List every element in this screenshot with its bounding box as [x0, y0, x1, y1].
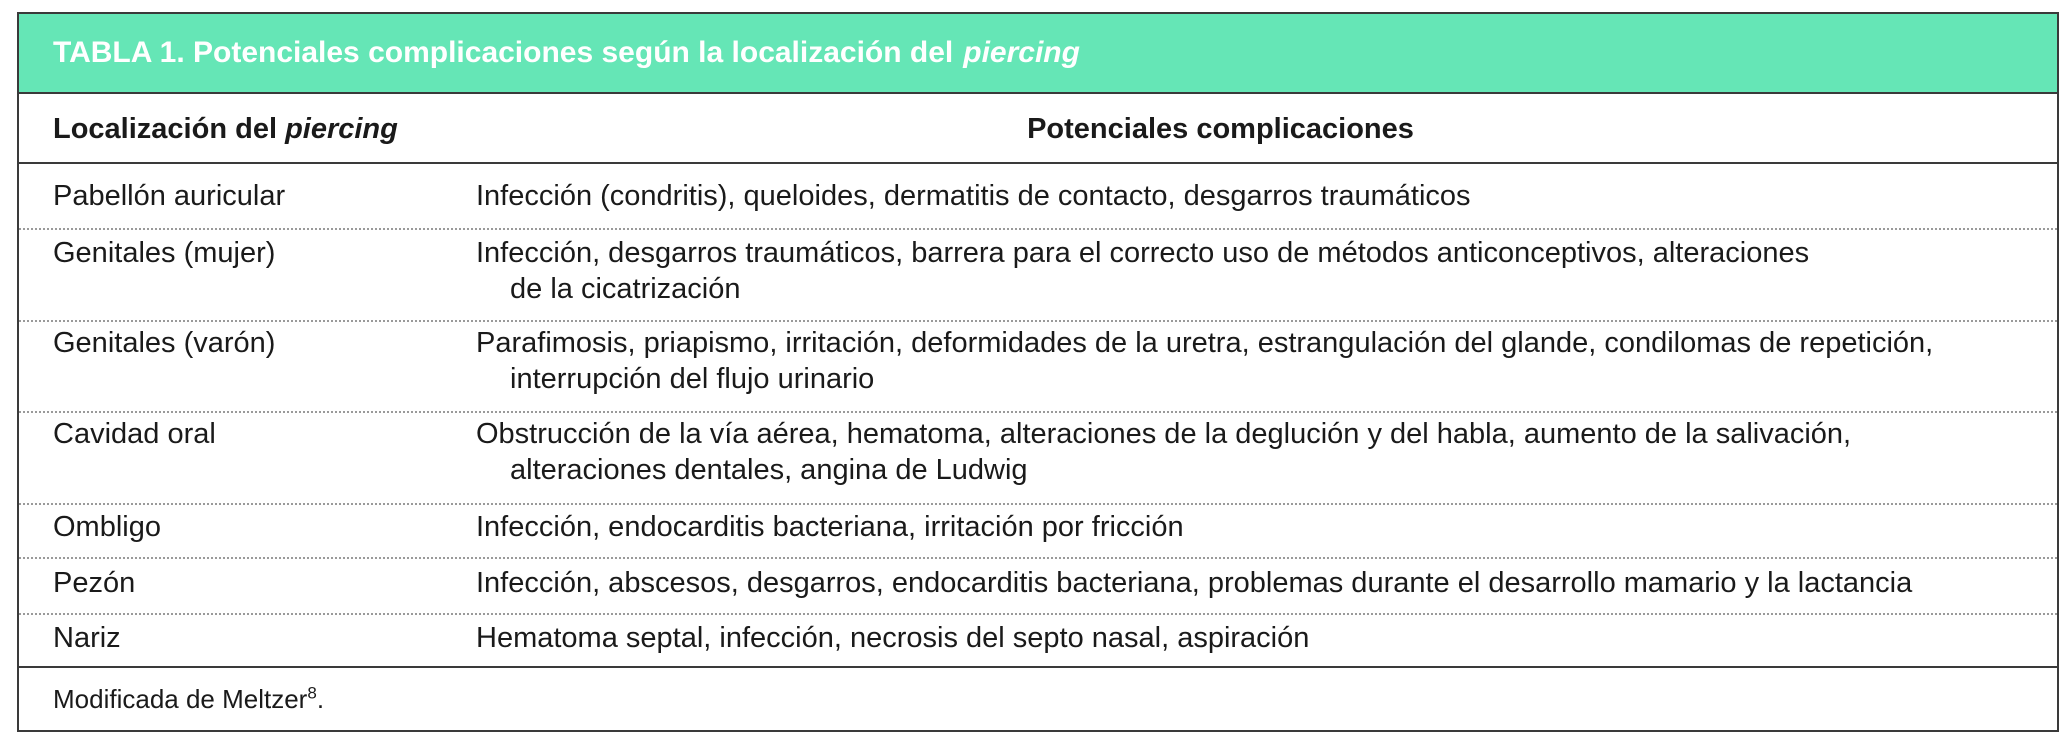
row-location: Pabellón auricular	[53, 180, 286, 212]
row-location: Ombligo	[53, 511, 161, 543]
row-complications	[476, 325, 2037, 397]
table-header-row	[19, 94, 2057, 164]
complications-line: Hematoma septal, infección, necrosis del septo nasal, aspiración	[476, 622, 1310, 654]
row-location: Nariz	[53, 622, 121, 654]
row-complications	[476, 178, 2037, 214]
header-location-label: Localización del	[53, 113, 277, 145]
table-row	[19, 559, 2057, 615]
header-location-italic: piercing	[285, 113, 398, 145]
row-complications	[476, 416, 2037, 488]
complications-line: Infección (condritis), queloides, dermatitis de contacto, desgarros traumáticos	[476, 180, 1471, 212]
table-row	[19, 230, 2057, 322]
table-row	[19, 164, 2057, 230]
complications-line: Parafimosis, priapismo, irritación, deformidades de la uretra, estrangulación del glande, condilomas de repetición,	[476, 327, 1934, 359]
row-location: Genitales (varón)	[53, 327, 276, 359]
footnote-suffix: .	[316, 684, 325, 714]
complications-line-continued: interrupción del flujo urinario	[510, 363, 875, 395]
header-location	[53, 94, 398, 164]
table-title: TABLA 1. Potenciales complicaciones según la localización del	[53, 36, 954, 69]
row-location: Pezón	[53, 567, 136, 599]
footnote-text: Modificada de Meltzer	[53, 684, 308, 714]
table-title-bar	[19, 14, 2057, 94]
row-complications	[476, 235, 2037, 307]
complications-line: Infección, desgarros traumáticos, barrera para el correcto uso de métodos anticonceptivos, alteraciones	[476, 237, 1810, 269]
table-row	[19, 322, 2057, 413]
table-row	[19, 615, 2057, 666]
complications-line: Infección, endocarditis bacteriana, irritación por fricción	[476, 511, 1184, 543]
table-body	[19, 164, 2057, 666]
header-complications: Potenciales complicaciones	[1027, 113, 1414, 145]
complications-line: Infección, abscesos, desgarros, endocarditis bacteriana, problemas durante el desarrollo mamario y la lactancia	[476, 567, 1913, 599]
table-title-italic: piercing	[963, 36, 1080, 69]
table-row	[19, 413, 2057, 505]
row-complications	[476, 620, 2037, 656]
row-location: Cavidad oral	[53, 418, 216, 450]
row-complications	[476, 565, 2037, 601]
complications-line-continued: alteraciones dentales, angina de Ludwig	[510, 454, 1028, 486]
complications-line-continued: de la cicatrización	[510, 273, 741, 305]
table-row	[19, 505, 2057, 559]
table-footnote	[53, 684, 324, 715]
complications-table	[17, 12, 2059, 732]
row-location: Genitales (mujer)	[53, 237, 276, 269]
row-complications	[476, 509, 2037, 545]
footnote-reference: 8	[307, 683, 317, 703]
complications-line: Obstrucción de la vía aérea, hematoma, alteraciones de la deglución y del habla, aumento de la salivación,	[476, 418, 1852, 450]
table-footer-divider	[19, 666, 2057, 668]
